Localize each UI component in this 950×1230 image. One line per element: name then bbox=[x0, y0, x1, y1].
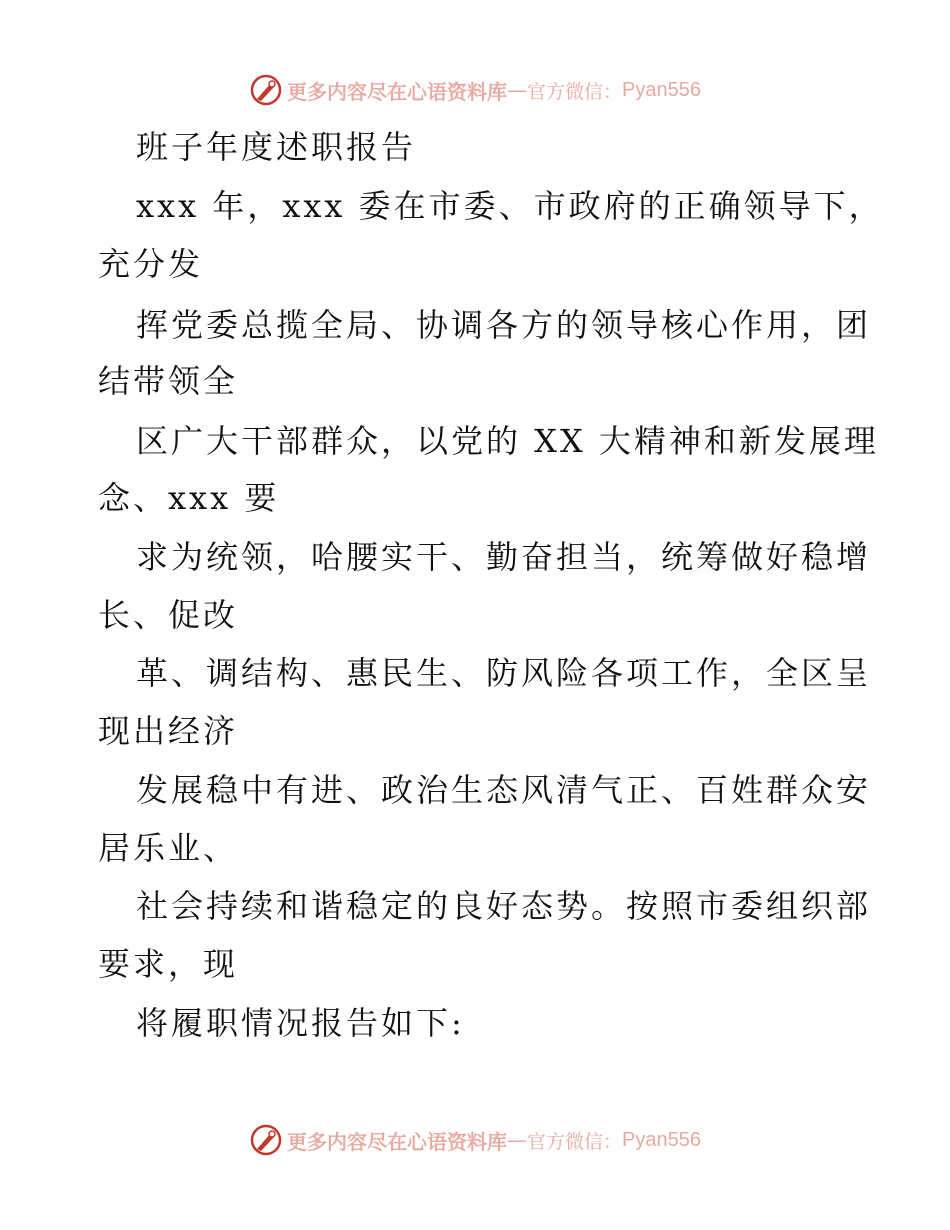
body-line: 求为统领，哈腰实干、勤奋担当，统筹做好稳增 bbox=[136, 538, 872, 576]
body-line: 革、调结构、惠民生、防风险各项工作，全区呈 bbox=[136, 654, 872, 692]
body-line: 充分发 bbox=[98, 245, 204, 283]
body-line: 区广大干部群众，以党的 XX 大精神和新发展理 bbox=[136, 422, 879, 460]
body-line: 将履职情况报告如下: bbox=[136, 1004, 465, 1042]
body-line: 念、xxx 要 bbox=[98, 479, 280, 517]
footer-watermark bbox=[0, 1120, 950, 1160]
body-line: 居乐业、 bbox=[98, 829, 239, 867]
watermark-sub-text: 官方微信： bbox=[527, 1130, 623, 1153]
body-line: 长、促改 bbox=[98, 596, 239, 634]
body-line: 社会持续和谐稳定的良好态势。按照市委组织部 bbox=[136, 887, 872, 925]
watermark-wechat-id: Pyan556 bbox=[622, 78, 701, 101]
watermark-main-text: 更多内容尽在心语资料库 bbox=[287, 79, 507, 104]
watermark-dash: — bbox=[507, 78, 527, 102]
watermark-main-text: 更多内容尽在心语资料库 bbox=[287, 1129, 507, 1154]
document-title: 班子年度述职报告 bbox=[136, 128, 417, 166]
body-line: 要求，现 bbox=[98, 945, 239, 983]
pen-logo-icon bbox=[249, 1123, 283, 1157]
header-watermark bbox=[0, 70, 950, 110]
body-line: xxx 年，xxx 委在市委、市政府的正确领导下， bbox=[136, 187, 884, 225]
body-line: 发展稳中有进、政治生态风清气正、百姓群众安 bbox=[136, 771, 872, 809]
watermark-dash: — bbox=[507, 1128, 527, 1152]
body-line: 结带领全 bbox=[98, 362, 239, 400]
body-line: 挥党委总揽全局、协调各方的领导核心作用，团 bbox=[136, 306, 872, 344]
pen-logo-icon bbox=[249, 73, 283, 107]
watermark-sub-text: 官方微信： bbox=[527, 80, 623, 103]
body-line: 现出经济 bbox=[98, 712, 239, 750]
watermark-wechat-id: Pyan556 bbox=[622, 1128, 701, 1151]
